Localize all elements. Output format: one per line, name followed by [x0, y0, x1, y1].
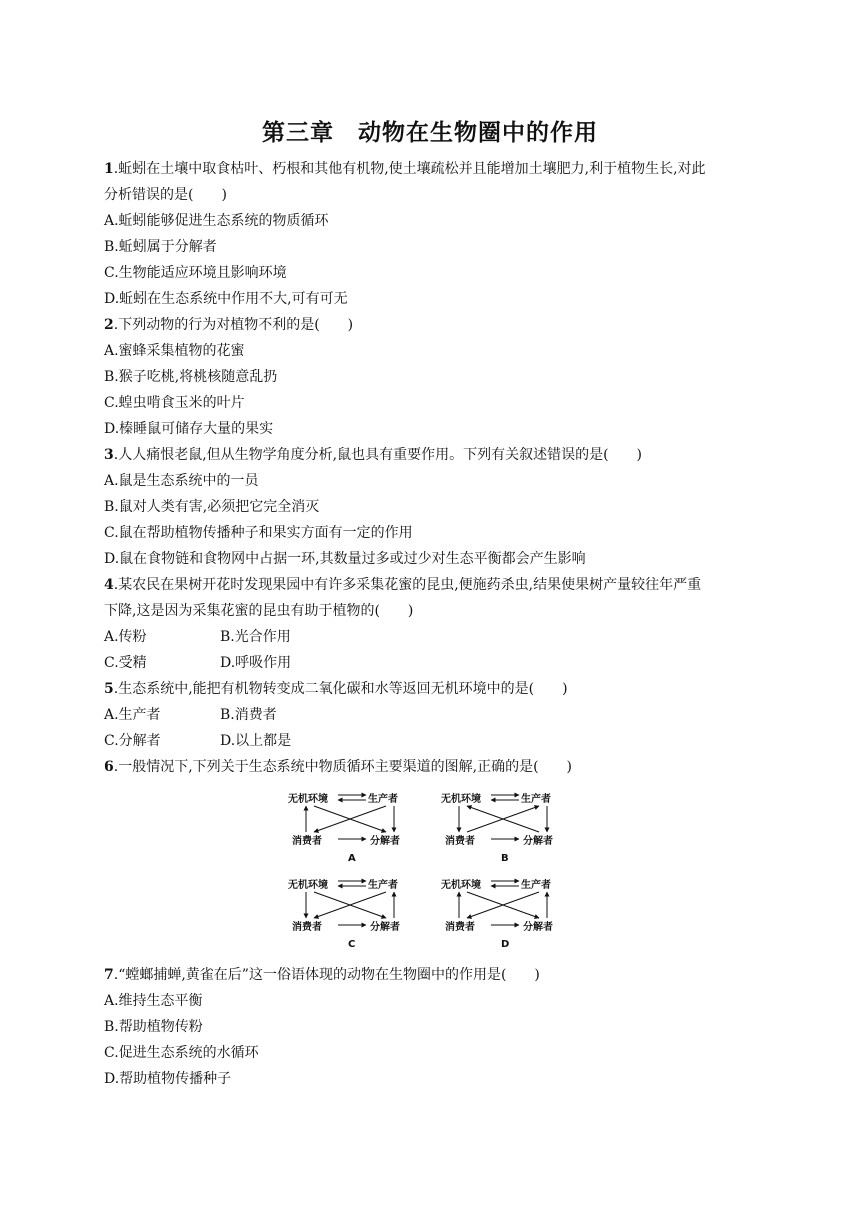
- question-7-option-b: B.帮助植物传粉: [104, 1019, 203, 1035]
- question-1-option-b: B.蚯蚓属于分解者: [104, 239, 217, 255]
- question-3-option-a: A.鼠是生态系统中的一员: [104, 473, 259, 489]
- diagram-c-svg: [286, 872, 416, 954]
- diagram-c-producer: 生产者: [368, 880, 398, 891]
- diagram-a-producer: 生产者: [368, 794, 398, 805]
- question-5-option-b: B.消费者: [220, 707, 277, 723]
- question-5-option-d: D.以上都是: [220, 733, 292, 749]
- diagram-a-consumer: 消费者: [292, 836, 322, 847]
- diagram-c: [286, 872, 416, 954]
- question-1-option-c: C.生物能适应环境且影响环境: [104, 265, 287, 281]
- question-1-stem-line1: [104, 160, 706, 178]
- question-4-option-d: D.呼吸作用: [220, 655, 292, 671]
- question-7-text: .“螳螂捕蝉,黄雀在后”这一俗语体现的动物在生物圈中的作用是( ): [113, 967, 540, 983]
- question-2-option-b: B.猴子吃桃,将桃核随意乱扔: [104, 369, 278, 385]
- question-5-options-row2: [104, 732, 292, 750]
- question-4-option-a: A.传粉: [104, 629, 147, 645]
- question-7-option-c: C.促进生态系统的水循环: [104, 1045, 259, 1061]
- diagram-b-consumer: 消费者: [445, 836, 475, 847]
- question-4-stem-line2: 下降,这是因为采集花蜜的昆虫有助于植物的( ): [104, 603, 414, 619]
- diagram-c-inorganic: 无机环境: [288, 880, 328, 891]
- question-1-stem-line2: 分析错误的是( ): [104, 187, 227, 203]
- question-5-option-c: C.分解者: [104, 733, 161, 749]
- diagram-b-producer: 生产者: [521, 794, 551, 805]
- question-6-text: .一般情况下,下列关于生态系统中物质循环主要渠道的图解,正确的是( ): [113, 759, 573, 775]
- question-1-option-a: A.蚯蚓能够促进生态系统的物质循环: [104, 213, 329, 229]
- diagram-a-inorganic: 无机环境: [288, 794, 328, 805]
- question-4-option-b: B.光合作用: [220, 629, 291, 645]
- diagram-d-inorganic: 无机环境: [441, 880, 481, 891]
- question-4-number: 4: [104, 577, 114, 593]
- question-1-number: 1: [104, 161, 114, 177]
- diagram-b-svg: [439, 786, 569, 868]
- cycle-diagrams: [286, 786, 576, 956]
- question-7-stem: [104, 966, 540, 984]
- diagram-c-caption: C: [348, 939, 356, 950]
- diagram-d-producer: 生产者: [521, 880, 551, 891]
- question-3-text: .人人痛恨老鼠,但从生物学角度分析,鼠也具有重要作用。下列有关叙述错误的是( ): [113, 447, 643, 463]
- diagram-d-svg: [439, 872, 569, 954]
- diagram-c-consumer: 消费者: [292, 922, 322, 933]
- question-3-option-b: B.鼠对人类有害,必须把它完全消灭: [104, 499, 320, 515]
- diagram-b-inorganic: 无机环境: [441, 794, 481, 805]
- question-5-options-row1: [104, 706, 277, 724]
- diagram-d: [439, 872, 569, 954]
- diagram-d-caption: D: [501, 939, 510, 950]
- question-5-option-a: A.生产者: [104, 707, 161, 723]
- question-3-stem: [104, 446, 642, 464]
- question-4-option-c: C.受精: [104, 655, 147, 671]
- question-4-text: .某农民在果树开花时发现果园中有许多采集花蜜的昆虫,便施药杀虫,结果使果树产量较往年严重: [113, 577, 702, 593]
- question-2-number: 2: [104, 317, 114, 333]
- diagram-b-decomposer: 分解者: [523, 836, 553, 847]
- question-3-option-c: C.鼠在帮助植物传播种子和果实方面有一定的作用: [104, 525, 413, 541]
- question-1-option-d: D.蚯蚓在生态系统中作用不大,可有可无: [104, 291, 348, 307]
- question-2-option-d: D.榛睡鼠可储存大量的果实: [104, 421, 274, 437]
- question-5-stem: [104, 680, 568, 698]
- chapter-title: 第三章 动物在生物圈中的作用: [262, 120, 598, 146]
- question-7-number: 7: [104, 967, 114, 983]
- diagram-c-decomposer: 分解者: [370, 922, 400, 933]
- diagram-d-decomposer: 分解者: [523, 922, 553, 933]
- question-3-option-d: D.鼠在食物链和食物网中占据一环,其数量过多或过少对生态平衡都会产生影响: [104, 551, 586, 567]
- diagram-a-caption: A: [348, 853, 356, 864]
- diagram-b: [439, 786, 569, 868]
- question-4-options-row2: [104, 654, 292, 672]
- diagram-a-svg: [286, 786, 416, 868]
- question-2-option-a: A.蜜蜂采集植物的花蜜: [104, 343, 245, 359]
- diagram-a: [286, 786, 416, 868]
- question-2-option-c: C.蝗虫啃食玉米的叶片: [104, 395, 245, 411]
- question-3-number: 3: [104, 447, 114, 463]
- diagram-a-decomposer: 分解者: [370, 836, 400, 847]
- diagram-b-caption: B: [501, 853, 509, 864]
- question-4-stem-line1: [104, 576, 701, 594]
- question-5-number: 5: [104, 681, 114, 697]
- question-5-text: .生态系统中,能把有机物转变成二氧化碳和水等返回无机环境中的是( ): [113, 681, 568, 697]
- diagram-d-consumer: 消费者: [445, 922, 475, 933]
- question-4-options-row1: [104, 628, 291, 646]
- question-2-text: .下列动物的行为对植物不利的是( ): [113, 317, 354, 333]
- question-7-option-d: D.帮助植物传播种子: [104, 1071, 232, 1087]
- question-7-option-a: A.维持生态平衡: [104, 993, 203, 1009]
- question-6-stem: [104, 758, 572, 776]
- question-1-text: .蚯蚓在土壤中取食枯叶、朽根和其他有机物,使土壤疏松并且能增加土壤肥力,利于植物生长,对此: [113, 161, 706, 177]
- question-6-number: 6: [104, 759, 114, 775]
- question-2-stem: [104, 316, 353, 334]
